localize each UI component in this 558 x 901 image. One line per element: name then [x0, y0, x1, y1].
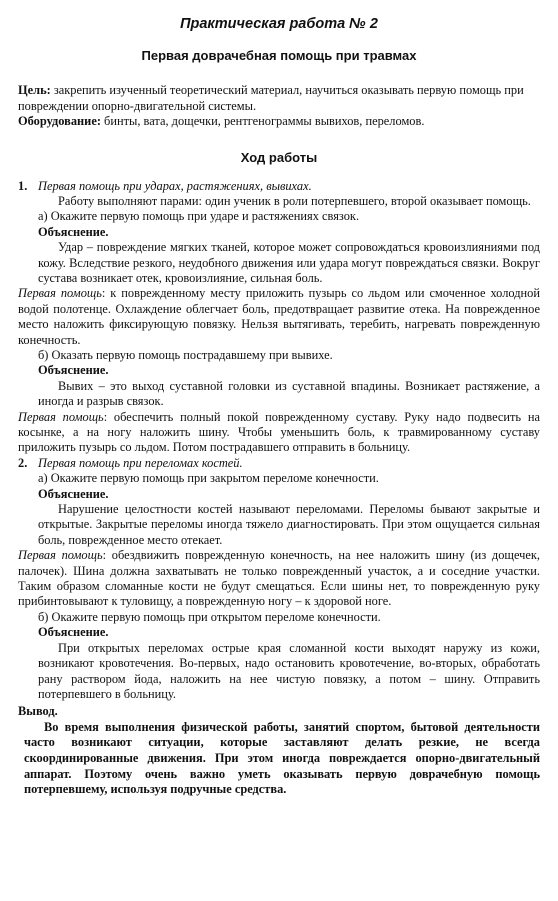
equipment-line: [18, 114, 540, 130]
item-2-explanation-label-b: Объяснение.: [38, 625, 109, 640]
item-2-task-b: б) Окажите первую помощь при открытом переломе конечности.: [38, 609, 381, 624]
conclusion-text: Во время выполнения физической работы, занятий спортом, бытовой деятельности часто возникают ситуации, которые заставляют делать резкие, не всегда скоординированные движения. При этом иногда повреждается опорно-двигательный аппарат. Поэтому очень важно уметь оказывать первую доврачебную помощь потерпевшему, используя подручные средства.: [24, 719, 540, 797]
goal-line: [18, 83, 540, 114]
item-2-heading-text: Первая помощь при переломах костей.: [38, 455, 243, 470]
section-title: Ход работы: [240, 149, 318, 165]
item-1-first-aid-b: [18, 410, 540, 456]
conclusion-label: Вывод.: [18, 704, 58, 719]
item-1-explanation-label-b: Объяснение.: [38, 363, 109, 378]
item-2-heading: [18, 456, 540, 471]
item-2-explanation-label-a: Объяснение.: [38, 486, 109, 501]
goal-label: Цель:: [18, 83, 51, 97]
item-2-task-a: а) Окажите первую помощь при закрытом переломе конечности.: [38, 471, 379, 486]
item-1-number: 1.: [18, 178, 28, 193]
item-2-number: 2.: [18, 455, 28, 470]
first-aid-label: Первая помощь: [18, 286, 102, 301]
item-1-first-aid-a: [18, 286, 540, 348]
conclusion: [18, 704, 540, 797]
page-subtitle: Первая доврачебная помощь при травмах: [141, 48, 417, 63]
goal-block: [18, 83, 540, 130]
first-aid-label: Первая помощь: [18, 548, 103, 563]
item-1-task-a: а) Окажите первую помощь при ударе и растяжениях связок.: [38, 209, 360, 224]
first-aid-text: : к поврежденному месту приложить пузырь со льдом или смоченное холодной водой полотенце. Охлаждение облегчает боль, предотвращает развитие отека. На поврежденное место наложить фиксирующую повязку. Нельзя вытягивать, теребить, нагревать поврежденную конечность.: [18, 286, 541, 347]
item-2-explanation-b: При открытых переломах острые края сломанной кости выходят наружу из кожи, возникают кровотечения. Во-первых, надо остановить кровотечение, во-вторых, обработать рану раствором йода, наложить на нее чистую повязку, а потом – шину. Отправить потерпевшего в больницу.: [38, 640, 540, 701]
item-1-explanation-label-a: Объяснение.: [38, 224, 109, 239]
equipment-text: бинты, вата, дощечки, рентгенограммы вывихов, переломов.: [100, 114, 425, 128]
first-aid-label: Первая помощь: [18, 409, 104, 424]
item-1-heading-text: Первая помощь при ударах, растяжениях, вывихах.: [38, 178, 312, 193]
item-1-explanation-a: Удар – повреждение мягких тканей, которое может сопровождаться кровоизлияниями под кожу. Вследствие резкого, неудобного движения или удара могут повреждаться связки. Вокруг сустава возникает отек, кровоизлияние, сильная боль.: [38, 240, 540, 285]
item-2-explanation-a: Нарушение целостности костей называют переломами. Переломы бывают закрытые и открытые. Закрытые переломы иногда тяжело диагностировать. При этом ощущается сильная боль, поврежденное место отекает.: [38, 502, 540, 547]
item-1-explanation-b: Вывих – это выход суставной головки из суставной впадины. Возникает растяжение, а иногда и разрыв связок.: [38, 378, 540, 409]
first-aid-text: : обеспечить полный покой поврежденному суставу. Руку надо подвесить на косынке, а на ногу наложить шину. Чтобы уменьшить боль, к травмированному суставу приложить пузырь со льдом. Потом пострадавшего отправить в больницу.: [18, 409, 540, 455]
equipment-label: Оборудование:: [18, 114, 101, 128]
goal-text: закрепить изученный теоретический материал, научиться оказывать первую помощь при повреждении опорно-двигательной системы.: [18, 83, 524, 113]
first-aid-text: : обездвижить поврежденную конечность, на нее наложить шину (из дощечек, палочек). Шина должна захватывать не только поврежденный участок, а и соседние участки. Таким образом сломанные кости не будут смещаться. Если шины нет, то поврежденную руку прибинтовывают к туловищу, а поврежденную ногу – к здоровой ноге.: [18, 548, 540, 609]
item-2: [18, 456, 540, 703]
item-1-intro: Работу выполняют парами: один ученик в роли потерпевшего, второй оказывает помощь.: [58, 193, 531, 208]
item-1-heading: [18, 179, 540, 194]
item-1: [18, 179, 540, 456]
item-2-first-aid-a: [18, 548, 540, 610]
page-title: Практическая работа № 2: [180, 16, 378, 32]
item-1-task-b: б) Оказать первую помощь пострадавшему при вывихе.: [38, 347, 333, 362]
